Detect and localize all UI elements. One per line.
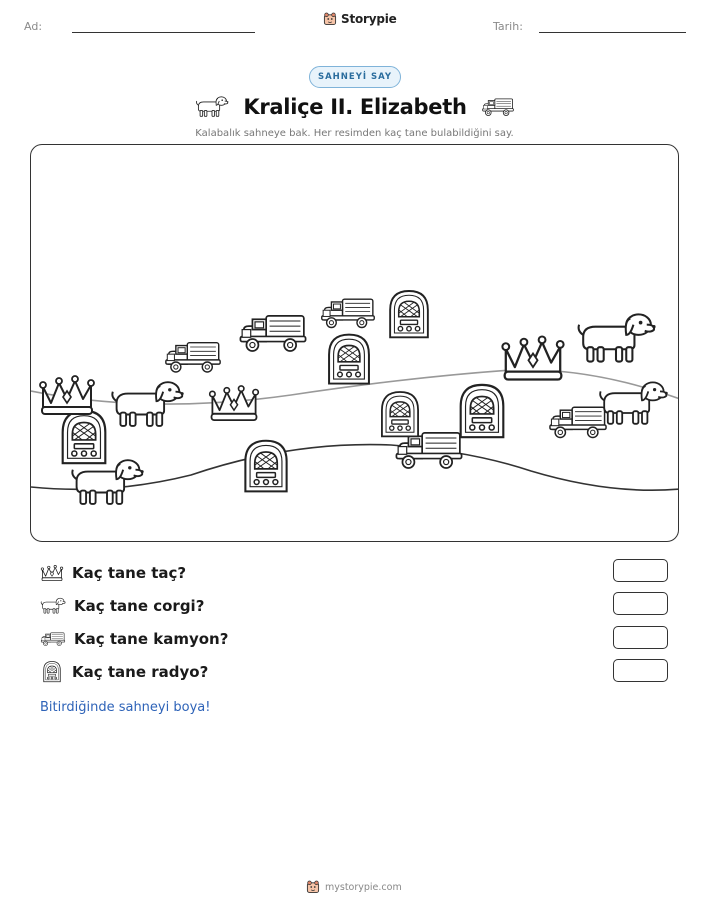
answer-box[interactable] (613, 559, 668, 582)
radio-item (390, 291, 428, 337)
date-line[interactable] (539, 32, 686, 33)
question-row (40, 626, 228, 652)
corgi-item (600, 382, 668, 423)
corgi-icon (40, 595, 66, 617)
corgi-item (579, 314, 656, 361)
date-label: Tarih: (493, 20, 523, 33)
scene-illustration (31, 145, 679, 542)
corgi-icon (195, 95, 229, 119)
footer-site: mystorypie.com (325, 881, 402, 893)
truck-item (322, 299, 374, 327)
title-row (180, 90, 530, 124)
question-text: Kaç tane corgi? (74, 597, 205, 615)
crown-item (40, 376, 94, 414)
footer (306, 880, 402, 894)
truck-item (550, 407, 606, 437)
answer-box[interactable] (613, 659, 668, 682)
question-row (40, 659, 208, 685)
question-row (40, 593, 204, 619)
name-label: Ad: (24, 20, 43, 33)
activity-badge: SAHNEYİ SAY (309, 66, 401, 88)
radio-item (245, 441, 286, 492)
brand-logo (323, 12, 397, 26)
answer-box[interactable] (613, 592, 668, 615)
page-title: Kraliçe II. Elizabeth (243, 95, 467, 119)
radio-item (63, 411, 106, 463)
radio-item (382, 392, 418, 436)
question-text: Kaç tane taç? (72, 564, 187, 582)
truck-item (240, 316, 305, 351)
instruction-text: Bitirdiğinde sahneyi boya! (40, 700, 211, 715)
question-row (40, 560, 186, 586)
counting-scene (30, 144, 679, 542)
crown-item (210, 386, 259, 420)
storypie-logo-icon (323, 12, 337, 26)
truck-item (396, 433, 461, 468)
truck-icon (40, 628, 66, 650)
name-line[interactable] (72, 32, 255, 33)
answer-box[interactable] (613, 626, 668, 649)
storypie-logo-icon (306, 880, 320, 894)
truck-icon (481, 95, 515, 119)
brand-name: Storypie (341, 12, 397, 26)
crown-icon (40, 562, 64, 584)
question-text: Kaç tane radyo? (72, 663, 209, 681)
crown-item (502, 336, 563, 379)
radio-item (329, 335, 369, 384)
radio-item (461, 385, 504, 437)
corgi-item (72, 460, 143, 504)
truck-item (166, 343, 220, 372)
question-text: Kaç tane kamyon? (74, 630, 229, 648)
radio-icon (40, 660, 64, 684)
page-subtitle: Kalabalık sahneye bak. Her resimden kaç tane bulabildiğini say. (195, 128, 514, 139)
